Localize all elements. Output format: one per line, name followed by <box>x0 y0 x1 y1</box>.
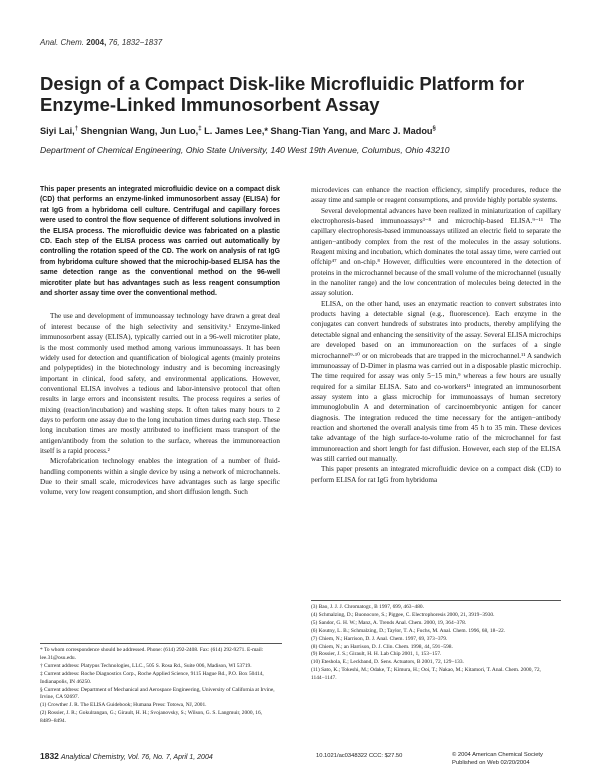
reference: (6) Koutny, L. B.; Schmalzing, D.; Taylor, T. A.; Fuchs, M. Anal. Chem. 1996, 68, 18−22. <box>311 627 506 634</box>
copyright: © 2004 American Chemical Society <box>452 752 543 758</box>
abstract: This paper presents an integrated microfluidic device on a compact disk (CD) that performs an enzyme-linked immunosorbent assay (ELISA) for rat IgG from a hybridoma cell culture. Centrifugal and capillary forces were used to control the flow sequence of different solutions involved in the ELISA process. The microfluidic device was fabricated on a plastic CD. Each step of the ELISA process was carried out automatically by controlling the rotation speed of the CD. The work on analysis of rat IgG from hybridoma culture showed that the microchip-based ELISA has the same detection range as the conventional method on the 96-well microtiter plate but has advantages such as less reagent consumption and shorter assay time over the conventional method. <box>40 186 280 298</box>
reference: (11) Sato, K.; Tokeshi, M.; Odake, T.; Kimura, H.; Ooi, T.; Nakao, M.; Kitamori, T. Anal. Chem. 2000, 72, 1144−1147. <box>311 667 541 682</box>
author-list <box>40 126 580 136</box>
reference: (3) Bao, J. J. J. Chromatogr., B 1997, 699, 463−480. <box>311 604 424 610</box>
author: and Marc J. Madou <box>349 126 433 137</box>
body-paragraph: This paper presents an integrated microfluidic device on a compact disk (CD) to perform ELISA for rat IgG from hybridoma <box>311 465 561 484</box>
reference: (5) Sandor, G. H. W.; Manz, A. Trends Anal. Chem. 2000, 19, 364−378. <box>311 619 467 626</box>
journal-citation: 76, 1832−1837 <box>108 38 163 47</box>
reference: (8) Chiem, N.; an Harrison, D. J. Clin. Chem. 1998, 44, 591−598. <box>311 643 453 650</box>
affiliation: Department of Chemical Engineering, Ohio State University, 140 West 19th Avenue, Columbus, Ohio 43210 <box>40 145 450 155</box>
author: L. James Lee,* <box>204 126 268 137</box>
page-number: 1832 <box>40 751 59 761</box>
paper-title: Design of a Compact Disk-like Microfluidic Platform for Enzyme-Linked Immunosorbent Assay <box>40 73 525 115</box>
reference: (4) Schmalzing, D.; Buonocore, S.; Piggee, C. Electrophoresis 2000, 21, 3919−3930. <box>311 611 495 618</box>
body-paragraph: Microfabrication technology enables the integration of a number of fluid-handling components within a single device by using a network of microchannels. Due to their small scale, microdevices have advantages such as large specific volume, very low reagent consumption, and short diffusion length. Such <box>40 457 280 497</box>
author-mark: ‡ <box>198 126 202 132</box>
reference: (7) Chiem, N.; Harrison, D. J. Anal. Chem. 1997, 69, 373−379. <box>311 635 448 642</box>
author: Shengnian Wang, <box>80 126 158 137</box>
page-footer <box>40 751 213 761</box>
footnote: ‡ Current address: Roche Diagnostics Corp., Roche Applied Science, 9115 Hague Rd., P.O. Box 50414, Indianapolis, IN 46250. <box>40 670 264 685</box>
body-paragraph: Several developmental advances have been realized in miniaturization of capillary electrophoresis-based immunoassays³⁻⁸ and microchip-based ELISA.⁹⁻¹¹ The capillary electrophoresis-based immunoassays utilized an electric field to separate the antigen−antibody complex from the rest of the molecules in the assay solutions. Reagent mixing and incubation, which dominates the total assay time, were carried out offchip⁴⁷ and on-chip.⁸ However, difficulties were encountered in the detection of proteins in the microchannel because of the small volume of the microchannel (usually in the nanoliter range) and the low concentration of molecules being detected in the assay solution. <box>311 206 561 298</box>
journal-abbrev: Anal. Chem. <box>40 38 85 47</box>
reference: (2) Rossier, J. R.; Gokulrangan, G.; Girault, H. H.; Svojanovsky, S.; Wilson, G. S. Langmuir, 2000, 16, 8489−8494. <box>40 710 263 725</box>
body-paragraph: The use and development of immunoassay technology have drawn a great deal of interest because of the high selectivity and sensitivity.¹ Enzyme-linked immunosorbent assay (ELISA), typically carried out in a 96-well microtiter plate, is the most commonly used method among various immunoassays. It has been widely used for detection and quantification of biological agents (mainly proteins and polypeptides) in the biotechnology industry and is becoming increasingly important in clinical, food safety, and environmental applications. However, conventional ELISA involves a tedious and labor-intensive protocol that often results in large errors and inconsistent results. The process requires a series of mixing (reaction/incubation) and washing steps. It often takes many hours to 2 days to perform one assay due to the long incubation times during each step. These long incubation times are mostly attributed to inefficient mass transport of the antigen/antibody from the solution to the surface, whereas the immunoreaction itself is a rapid process.² <box>40 312 280 455</box>
author-mark: § <box>432 126 436 132</box>
author: Siyi Lai, <box>40 126 75 137</box>
footnotes <box>40 647 282 726</box>
footnote: † Current address: Platypus Technologies, LLC., 505 S. Rosa Rd., Suite 006, Madison, WI 53719. <box>40 662 252 669</box>
body-paragraph: microdevices can enhance the reaction efficiency, simplify procedures, reduce the assay time and sample or reagent consumptions, and provide highly portable systems. <box>311 186 561 205</box>
left-column <box>40 185 280 498</box>
right-column <box>311 185 561 485</box>
references <box>311 604 561 683</box>
footnote-divider <box>40 643 282 644</box>
reference: (1) Crowther J. R. The ELISA Guidebook; Humana Press: Totowa, NJ, 2001. <box>40 702 207 709</box>
author-mark: † <box>74 126 79 132</box>
publication-date: Published on Web 02/20/2004 <box>452 760 530 766</box>
author: Shang-Tian Yang, <box>270 126 348 137</box>
doi-line: 10.1021/ac0348322 CCC: $27.50 <box>316 753 403 759</box>
reference: (9) Rossier, J. S.; Girault, H. H. Lab Chip 2001, 1, 153−157. <box>311 651 442 658</box>
copyright-block <box>452 751 543 767</box>
references-divider <box>311 600 561 601</box>
footnote: * To whom correspondence should be addressed. Phone: (614) 292-2408. Fax: (614) 292-9271. E-mail: lee.31@osu.edu. <box>40 647 264 661</box>
running-header <box>40 38 162 47</box>
body-paragraph: ELISA, on the other hand, uses an enzymatic reaction to convert substrates into products having a detectable signal (e.g., fluorescence). Each enzyme in the conjugates can convert hundreds of substrates into products, thereby amplifying the detectable signal and enhancing the sensitivity of the assay. Several ELISA microchips are developed based on an immunoreaction on the surfaces of a single microchannel⁹·¹⁰ or on microbeads that are trapped in the microchannel.¹¹ A sandwich immunoassay of D-Dimer in plasma was carried out in a disposable plastic microchip. The time required for assay was only 5−15 min,⁹ whereas a few hours are usually required for a similar ELISA. Sato and co-workers¹¹ integrated an immunosorbent assay system into a glass microchip for immunoassays of human secretory immunoglobulin A and determination of carcinoembryonic antigen for cancer diagnosis. The integration reduced the time necessary for the antigen−antibody reaction and shortened the overall analysis time from 45 h to 35 min. These devices take advantage of the high surface-to-volume ratio of the microchannel for fast immunoreaction and short length for fast diffusion. However, each step of the ELISA was still carried out manually. <box>311 299 561 463</box>
journal-issue: Analytical Chemistry, Vol. 76, No. 7, April 1, 2004 <box>60 754 213 761</box>
journal-year: 2004, <box>86 38 107 47</box>
author: Jun Luo, <box>159 126 199 137</box>
footnote: § Current address: Department of Mechanical and Aerospace Engineering, University of California at Irvine, Irvine, CA 92697. <box>40 686 275 701</box>
reference: (10) Eteshola, E.; Leckband, D. Sens. Actuators, B 2001, 72, 129−133. <box>311 659 464 666</box>
